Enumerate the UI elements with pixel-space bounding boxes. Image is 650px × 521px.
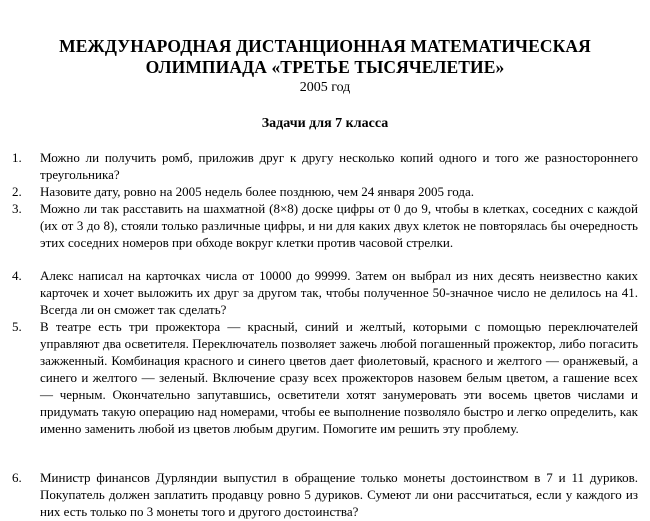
problem-number: 3.	[12, 201, 22, 216]
document-title-line-2: ОЛИМПИАДА «ТРЕТЬЕ ТЫСЯЧЕЛЕТИЕ»	[145, 57, 505, 77]
problem-text: Назовите дату, ровно на 2005 недель более позднюю, чем 24 января 2005 года.	[40, 184, 474, 199]
problem-text: Можно ли получить ромб, приложив друг к другу несколько копий одного и того же разностороннего треугольника?	[40, 150, 638, 182]
problem-number: 1.	[12, 150, 22, 165]
problem-number: 6.	[12, 470, 22, 485]
problem-number: 4.	[12, 268, 22, 283]
document-subtitle: Задачи для 7 класса	[261, 116, 389, 131]
problem-number: 2.	[12, 184, 22, 199]
document-title-line-1: МЕЖДУНАРОДНАЯ ДИСТАНЦИОННАЯ МАТЕМАТИЧЕСКАЯ	[59, 36, 591, 56]
problem-text: Можно ли так расставить на шахматной (8×8) доске цифры от 0 до 9, чтобы в клетках, соседних с каждой (их от 3 до 8), стояли только различные цифры, и ни для каких двух клеток не повторялась бы очередность этих соседних номеров при обходе вокруг клетки против часовой стрелки.	[40, 201, 638, 250]
problem-text: В театре есть три прожектора — красный, синий и желтый, которыми с помощью переключателей управляют два осветителя. Переключатель позволяет зажечь любой погашенный прожектор, либо погасить зажженный. Комбинация красного и синего цветов дает фиолетовый, красного и желтого — оранжевый, а синего и желтого — зеленый. Включение сразу всех прожекторов назовем белым цветом, а гашение всех — черным. Окончательно запутавшись, осветители хотят занумеровать эти восемь цветов числами и придумать такую операцию над номерами, чтобы ее выполнение позволяло быстро и легко определить, как именно заменить любой из цветов любым другим. Помогите им решить эту проблему.	[40, 319, 638, 436]
problem-text: Алекс написал на карточках числа от 10000 до 99999. Затем он выбрал из них десять неизвестно каких карточек и хочет выложить их друг за другом так, чтобы полученное 50-значное число не делилось на 41. Всегда ли он сможет так сделать?	[40, 268, 638, 317]
problem-number: 5.	[12, 319, 22, 334]
document-year: 2005 год	[299, 80, 351, 95]
problem-text: Министр финансов Дурляндии выпустил в обращение только монеты достоинством в 7 и 11 дуриков. Покупатель должен заплатить продавцу ровно 5 дуриков. Сумеют ли они рассчитаться, если у каждого из них есть только по 3 монеты того и другого достоинства?	[40, 470, 638, 519]
